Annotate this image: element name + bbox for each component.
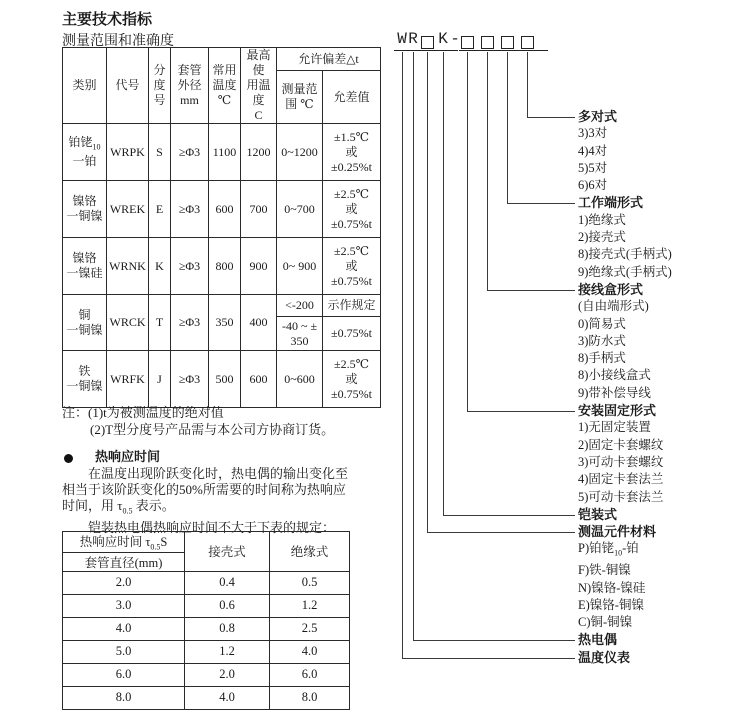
group-item: 2)固定卡套螺纹: [578, 437, 664, 452]
diagram-label-group: [578, 649, 748, 666]
category-cell: 镍铬 一铜镍: [63, 181, 107, 238]
resp-cell: 0.6: [185, 594, 270, 617]
range-cell: <-200: [277, 295, 323, 317]
paragraph-line: 铠装热电偶热响应时间不大于下表的规定：: [88, 519, 336, 535]
code-placeholder-box: [501, 36, 514, 49]
group-label: 温度仪表: [578, 649, 631, 665]
resp-cell: 1.2: [185, 640, 270, 663]
code-placeholder-box: [481, 36, 494, 49]
graduation-cell: K: [149, 238, 171, 295]
code-underline: [459, 50, 548, 51]
group-item: 3)3对: [578, 126, 608, 141]
group-item: P)铂铑$_{10}$-铂: [578, 541, 639, 558]
response-time-heading-row: [64, 446, 160, 465]
resp-cell: 3.0: [63, 594, 185, 617]
max-temp-cell: 400: [241, 295, 277, 351]
diagram-label-group: [578, 506, 748, 523]
resp-cell: 1.2: [270, 594, 350, 617]
max-temp-cell: 600: [241, 351, 277, 408]
group-item: 0)简易式: [578, 316, 626, 331]
group-item: E)镍铬-铜镍: [578, 597, 644, 612]
header-sheath-od: 套管 外径 mm: [171, 48, 209, 124]
group-item: 5)5对: [578, 160, 608, 175]
diameter-cell: ≥Φ3: [171, 124, 209, 181]
header-max-temp: 最高使 用温度 C: [241, 48, 277, 124]
group-item: 3)可动卡套螺纹: [578, 454, 664, 469]
header-insulated-type: 绝缘式: [270, 532, 350, 572]
notes: [62, 404, 334, 438]
diagram-label-group: [578, 108, 748, 194]
code-cell: WRCK: [107, 295, 149, 351]
common-temp-cell: 1100: [209, 124, 241, 181]
connector-line: [402, 52, 575, 659]
note-item: (2)T型分度号产品需与本公司方协商订货。: [90, 422, 335, 437]
group-label: 铠装式: [578, 506, 618, 522]
group-item: 9)绝缘式(手柄式): [578, 264, 672, 279]
resp-row: [63, 571, 350, 594]
section-subtitle: 测量范围和准确度: [62, 34, 174, 49]
group-item: C)铜-铜镍: [578, 615, 633, 630]
code-underline: [394, 50, 458, 51]
group-label: 接线盒形式: [578, 281, 644, 297]
spec-table: [62, 47, 381, 408]
resp-row: [63, 594, 350, 617]
header-common-temp: 常用 温度 ℃: [209, 48, 241, 124]
tolerance-cell: ±2.5℃ 或 ±0.75%t: [323, 238, 381, 295]
header-sheath-diameter: 套管直径(mm): [63, 552, 185, 571]
response-paragraph: [62, 466, 392, 536]
group-item: 9)带补偿导线: [578, 385, 651, 400]
category-cell: 镍铬 一镍硅: [63, 238, 107, 295]
resp-row: [63, 663, 350, 686]
diagram-labels: [578, 108, 748, 666]
code-char: K: [438, 30, 448, 48]
max-temp-cell: 900: [241, 238, 277, 295]
group-label: 热电偶: [578, 632, 618, 648]
header-tolerance: 允差值: [323, 71, 381, 124]
group-item: 1)无固定装置: [578, 420, 651, 435]
common-temp-cell: 800: [209, 238, 241, 295]
group-item: 5)可动卡套法兰: [578, 489, 664, 504]
group-label: 工作端形式: [578, 195, 644, 211]
spec-header-row: [63, 48, 381, 71]
max-temp-cell: 700: [241, 181, 277, 238]
diameter-cell: ≥Φ3: [171, 238, 209, 295]
group-item: 1)绝缘式: [578, 212, 626, 227]
resp-cell: 4.0: [63, 617, 185, 640]
resp-cell: 2.5: [270, 617, 350, 640]
diagram-label-group: [578, 631, 748, 648]
diagram-label-group: [578, 194, 748, 280]
group-item: 3)防水式: [578, 333, 626, 348]
group-item: 2)接壳式: [578, 230, 626, 245]
code-cell: WRNK: [107, 238, 149, 295]
code-char: W: [397, 30, 407, 48]
code-placeholder-box: [521, 36, 534, 49]
graduation-cell: T: [149, 295, 171, 351]
group-item: 4)4对: [578, 143, 608, 158]
tolerance-cell: ±0.75%t: [323, 317, 381, 351]
group-label: 测温元件材料: [578, 524, 657, 540]
spec-row: [63, 351, 381, 408]
resp-cell: 0.5: [270, 571, 350, 594]
diameter-cell: ≥Φ3: [171, 295, 209, 351]
code-char: R: [408, 30, 418, 48]
code-char: -: [450, 30, 460, 48]
spec-row: [63, 295, 381, 317]
group-item: 8)接壳式(手柄式): [578, 247, 672, 262]
group-item: 8)小接线盒式: [578, 368, 651, 383]
code-placeholder-box: [461, 36, 474, 49]
code-cell: WRPK: [107, 124, 149, 181]
range-cell: -40 ~ ± 350: [277, 317, 323, 351]
response-table: [62, 531, 350, 710]
resp-cell: 6.0: [270, 663, 350, 686]
header-code: 代号: [107, 48, 149, 124]
diagram-label-group: [578, 523, 748, 631]
spec-row: [63, 238, 381, 295]
diameter-cell: ≥Φ3: [171, 351, 209, 408]
category-cell: 铂铑$_{10}$ 一铂: [63, 124, 107, 181]
range-cell: 0~700: [277, 181, 323, 238]
resp-header-row: [63, 532, 350, 553]
max-temp-cell: 1200: [241, 124, 277, 181]
range-cell: 0~ 900: [277, 238, 323, 295]
group-item: (自由端形式): [578, 299, 649, 314]
graduation-cell: J: [149, 351, 171, 408]
range-cell: 0~600: [277, 351, 323, 408]
header-shell-type: 接壳式: [185, 532, 270, 572]
code-cell: WREK: [107, 181, 149, 238]
resp-row: [63, 640, 350, 663]
resp-cell: 8.0: [63, 686, 185, 709]
common-temp-cell: 350: [209, 295, 241, 351]
group-item: 8)手柄式: [578, 351, 626, 366]
header-category: 类别: [63, 48, 107, 124]
resp-cell: 2.0: [185, 663, 270, 686]
spec-row: [63, 181, 381, 238]
resp-cell: 6.0: [63, 663, 185, 686]
common-temp-cell: 600: [209, 181, 241, 238]
paragraph-line: 在温度出现阶跃变化时，热电偶的输出变化至: [88, 466, 349, 481]
paragraph-line: 时间，用 $\tau_{0.5}$ 表示。: [62, 498, 175, 516]
header-response-time: 热响应时间 $\tau_{0.5}S$: [63, 532, 185, 553]
diagram-label-group: [578, 402, 748, 506]
tolerance-cell: 示作规定: [323, 295, 381, 317]
group-item: F)铁-铜镍: [578, 563, 631, 578]
resp-cell: 2.0: [63, 571, 185, 594]
resp-cell: 0.8: [185, 617, 270, 640]
resp-cell: 4.0: [185, 686, 270, 709]
resp-cell: 0.4: [185, 571, 270, 594]
tolerance-cell: ±2.5℃ 或 ±0.75%t: [323, 181, 381, 238]
group-item: 4)固定卡套法兰: [578, 472, 664, 487]
paragraph-line: 相当于该阶跃变化的50%所需要的时间称为热响应: [62, 482, 346, 497]
common-temp-cell: 500: [209, 351, 241, 408]
circle-bullet-icon: [64, 454, 73, 463]
header-graduation: 分 度 号: [149, 48, 171, 124]
group-label: 安装固定形式: [578, 403, 657, 419]
tolerance-cell: ±1.5℃ 或 ±0.25%t: [323, 124, 381, 181]
code-cell: WRFK: [107, 351, 149, 408]
resp-cell: 5.0: [63, 640, 185, 663]
graduation-cell: S: [149, 124, 171, 181]
diagram-label-group: [578, 281, 748, 402]
resp-cell: 8.0: [270, 686, 350, 709]
tolerance-cell: ±2.5℃ 或 ±0.75%t: [323, 351, 381, 408]
page-title: 主要技术指标: [62, 12, 153, 28]
response-time-heading: 热响应时间: [95, 449, 161, 464]
header-deviation: 允许偏差△t: [277, 48, 381, 71]
range-cell: 0~1200: [277, 124, 323, 181]
group-label: 多对式: [578, 109, 618, 124]
notes-label: 注：: [62, 405, 89, 420]
category-cell: 铜 一铜镍: [63, 295, 107, 351]
resp-cell: 4.0: [270, 640, 350, 663]
diameter-cell: ≥Φ3: [171, 181, 209, 238]
note-item: 注：(1)t为被测温度的绝对值: [62, 405, 224, 420]
code-placeholder-box: [421, 36, 434, 49]
resp-row: [63, 686, 350, 709]
category-cell: 铁 一铜镍: [63, 351, 107, 408]
graduation-cell: E: [149, 181, 171, 238]
resp-row: [63, 617, 350, 640]
group-item: N)镍铬-镍硅: [578, 580, 646, 595]
group-item: 6)6对: [578, 178, 608, 193]
spec-row: [63, 124, 381, 181]
header-range: 测量范 围 ℃: [277, 71, 323, 124]
